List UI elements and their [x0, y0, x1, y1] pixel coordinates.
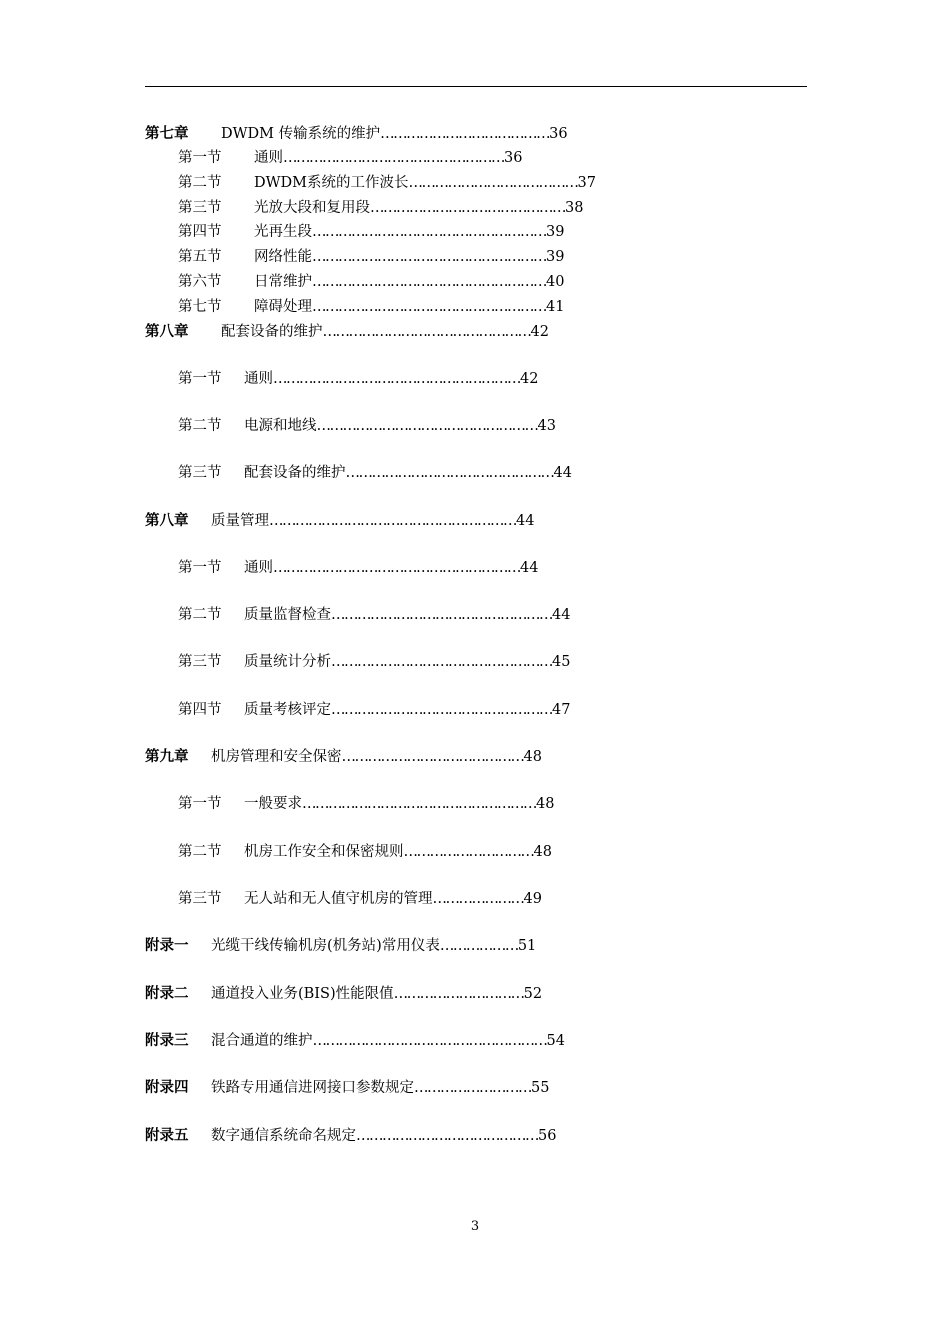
- toc-title: 铁路专用通信进网接口参数规定: [211, 1080, 414, 1096]
- toc-title: 网络性能: [254, 249, 312, 265]
- toc-leader: ………………………: [414, 1080, 531, 1096]
- toc-label: 第五节: [178, 249, 222, 265]
- toc-title: 通则: [254, 150, 283, 166]
- toc-leader: ……………………………………………: [331, 702, 552, 718]
- toc-title: 数字通信系统命名规定: [211, 1128, 356, 1144]
- toc-leader: ……………………………………………: [331, 654, 552, 670]
- toc-label: 第三节: [178, 654, 222, 670]
- toc-leader: ………………………………………………: [302, 796, 536, 812]
- toc-title: DWDM系统的工作波长: [254, 175, 409, 191]
- toc-title: 质量监督检查: [244, 607, 331, 623]
- toc-leader: …………………: [432, 891, 524, 907]
- toc-page: 38: [565, 200, 584, 216]
- toc-label: 第九章: [145, 748, 189, 765]
- toc-label: 附录二: [145, 985, 189, 1002]
- toc-label: 附录一: [145, 937, 189, 954]
- toc-leader: …………………………………………………: [273, 560, 520, 576]
- toc-label: 第七章: [145, 125, 189, 142]
- toc-leader: …………………………: [393, 986, 524, 1002]
- toc-leader: ………………………………………………: [312, 1033, 547, 1049]
- toc-title: 机房管理和安全保密: [211, 749, 342, 765]
- toc-page: 42: [520, 371, 539, 387]
- toc-page: 49: [523, 891, 542, 907]
- toc-label: 附录四: [145, 1079, 189, 1096]
- toc-label: 第八章: [145, 512, 189, 529]
- toc-label: 第二节: [178, 607, 222, 623]
- toc-leader: …………………………………………: [345, 465, 554, 481]
- toc-entry-appendix-2[interactable]: [145, 984, 542, 1004]
- toc-page: 55: [531, 1080, 550, 1096]
- toc-title: 机房工作安全和保密规则: [244, 844, 404, 860]
- toc-page: 42: [530, 324, 549, 340]
- toc-entry-section[interactable]: [178, 794, 554, 814]
- toc-label: 第二节: [178, 175, 222, 191]
- toc-label: 第二节: [178, 844, 222, 860]
- toc-page: 36: [504, 150, 523, 166]
- toc-title: 混合通道的维护: [211, 1033, 313, 1049]
- toc-label: 第四节: [178, 702, 222, 718]
- toc-page: 44: [552, 607, 571, 623]
- toc-title: 质量统计分析: [244, 654, 331, 670]
- toc-page: 52: [523, 986, 543, 1002]
- toc-page: 51: [517, 938, 537, 954]
- toc-title: 电源和地线: [244, 418, 317, 434]
- toc-page: 44: [516, 513, 535, 529]
- toc-entry-appendix-1[interactable]: [145, 936, 536, 956]
- toc-page: 36: [549, 126, 568, 142]
- toc-leader: ……………………………………………: [331, 607, 552, 623]
- toc-entry-section[interactable]: [178, 369, 538, 389]
- toc-leader: …………………………………: [408, 175, 578, 191]
- toc-entry-section[interactable]: [178, 416, 556, 436]
- header-rule: [145, 86, 807, 87]
- toc-leader: ………………………………………………: [312, 249, 546, 265]
- toc-entry-section[interactable]: [178, 700, 570, 720]
- toc-title: 光缆干线传输机房(机务站)常用仪表: [211, 938, 440, 954]
- toc-leader: ……………………………………………: [283, 150, 504, 166]
- toc-entry-section[interactable]: [178, 558, 538, 578]
- toc-leader: …………………………………: [380, 126, 550, 142]
- toc-page: 48: [536, 796, 555, 812]
- toc-entry-section[interactable]: [178, 463, 572, 483]
- toc-title: 光再生段: [254, 224, 312, 240]
- toc-entry-section[interactable]: [178, 198, 583, 218]
- toc-label: 第八章: [145, 323, 189, 340]
- toc-title: 日常维护: [254, 274, 312, 290]
- toc-label: 第一节: [178, 150, 222, 166]
- toc-entry-appendix-5[interactable]: [145, 1126, 556, 1146]
- toc-leader: …………………………………………: [322, 324, 531, 340]
- toc-leader: ……………………………………: [356, 1128, 538, 1144]
- toc-page: 47: [552, 702, 571, 718]
- toc-label: 第一节: [178, 796, 222, 812]
- toc-entry-section[interactable]: [178, 842, 552, 862]
- toc-entry-appendix-3[interactable]: [145, 1031, 565, 1051]
- toc-entry-chapter-8-quality[interactable]: [145, 511, 534, 531]
- toc-entry-section[interactable]: [178, 297, 564, 317]
- toc-title: 质量考核评定: [244, 702, 331, 718]
- toc-entry-section[interactable]: [178, 222, 564, 242]
- toc-page: 54: [546, 1033, 565, 1049]
- toc-label: 第七节: [178, 299, 222, 315]
- toc-leader: …………………………………………………: [273, 371, 520, 387]
- toc-label: 第一节: [178, 371, 222, 387]
- toc-page: 48: [523, 749, 542, 765]
- toc-leader: ………………: [439, 938, 518, 954]
- toc-title: 质量管理: [211, 513, 269, 529]
- toc-page: 37: [577, 175, 596, 191]
- toc-label: 第四节: [178, 224, 222, 240]
- toc-entry-chapter-9[interactable]: [145, 747, 542, 767]
- toc-entry-chapter-8[interactable]: [145, 322, 549, 342]
- toc-leader: …………………………………………………: [269, 513, 516, 529]
- toc-label: 附录三: [145, 1032, 189, 1049]
- toc-page: 43: [537, 418, 556, 434]
- toc-entry-section[interactable]: [178, 652, 570, 672]
- toc-page: 44: [553, 465, 572, 481]
- toc-entry-appendix-4[interactable]: [145, 1078, 549, 1098]
- toc-entry-section[interactable]: [178, 148, 522, 168]
- toc-page: 48: [533, 844, 552, 860]
- toc-label: 第三节: [178, 891, 222, 907]
- toc-title: 光放大段和复用段: [254, 200, 370, 216]
- toc-entry-section[interactable]: [178, 173, 596, 193]
- toc-page: 41: [546, 299, 565, 315]
- toc-label: 附录五: [145, 1127, 189, 1144]
- toc-label: 第三节: [178, 465, 222, 481]
- toc-leader: ………………………………………: [370, 200, 565, 216]
- toc-leader: …………………………: [403, 844, 534, 860]
- toc-page: 39: [546, 224, 565, 240]
- toc-label: 第一节: [178, 560, 222, 576]
- toc-label: 第六节: [178, 274, 222, 290]
- toc-page: 40: [546, 274, 565, 290]
- toc-leader: ………………………………………………: [312, 299, 546, 315]
- toc-entry-section[interactable]: [178, 605, 570, 625]
- toc-leader: ……………………………………………: [316, 418, 538, 434]
- toc-entry-section[interactable]: [178, 247, 564, 267]
- toc-label: 第三节: [178, 200, 222, 216]
- toc-page: 45: [552, 654, 571, 670]
- toc-title: 障碍处理: [254, 299, 312, 315]
- toc-title: 通则: [244, 560, 273, 576]
- toc-label: 第二节: [178, 418, 222, 434]
- toc-title: 通则: [244, 371, 273, 387]
- toc-leader: ……………………………………: [341, 749, 524, 765]
- toc-title: 配套设备的维护: [244, 465, 346, 481]
- toc-entry-section[interactable]: [178, 272, 564, 292]
- toc-title: 配套设备的维护: [221, 324, 323, 340]
- toc-page: 56: [538, 1128, 557, 1144]
- toc-page: 44: [520, 560, 539, 576]
- page-number: 3: [470, 1219, 480, 1234]
- toc-title: DWDM 传输系统的维护: [221, 126, 381, 142]
- toc-page: 39: [546, 249, 565, 265]
- toc-title: 通道投入业务(BIS)性能限值: [211, 986, 394, 1002]
- toc-leader: ………………………………………………: [312, 274, 546, 290]
- toc-leader: ………………………………………………: [312, 224, 546, 240]
- toc-entry-chapter-7[interactable]: [145, 124, 568, 144]
- toc-entry-section[interactable]: [178, 889, 542, 909]
- toc-title: 无人站和无人值守机房的管理: [244, 891, 433, 907]
- toc-title: 一般要求: [244, 796, 302, 812]
